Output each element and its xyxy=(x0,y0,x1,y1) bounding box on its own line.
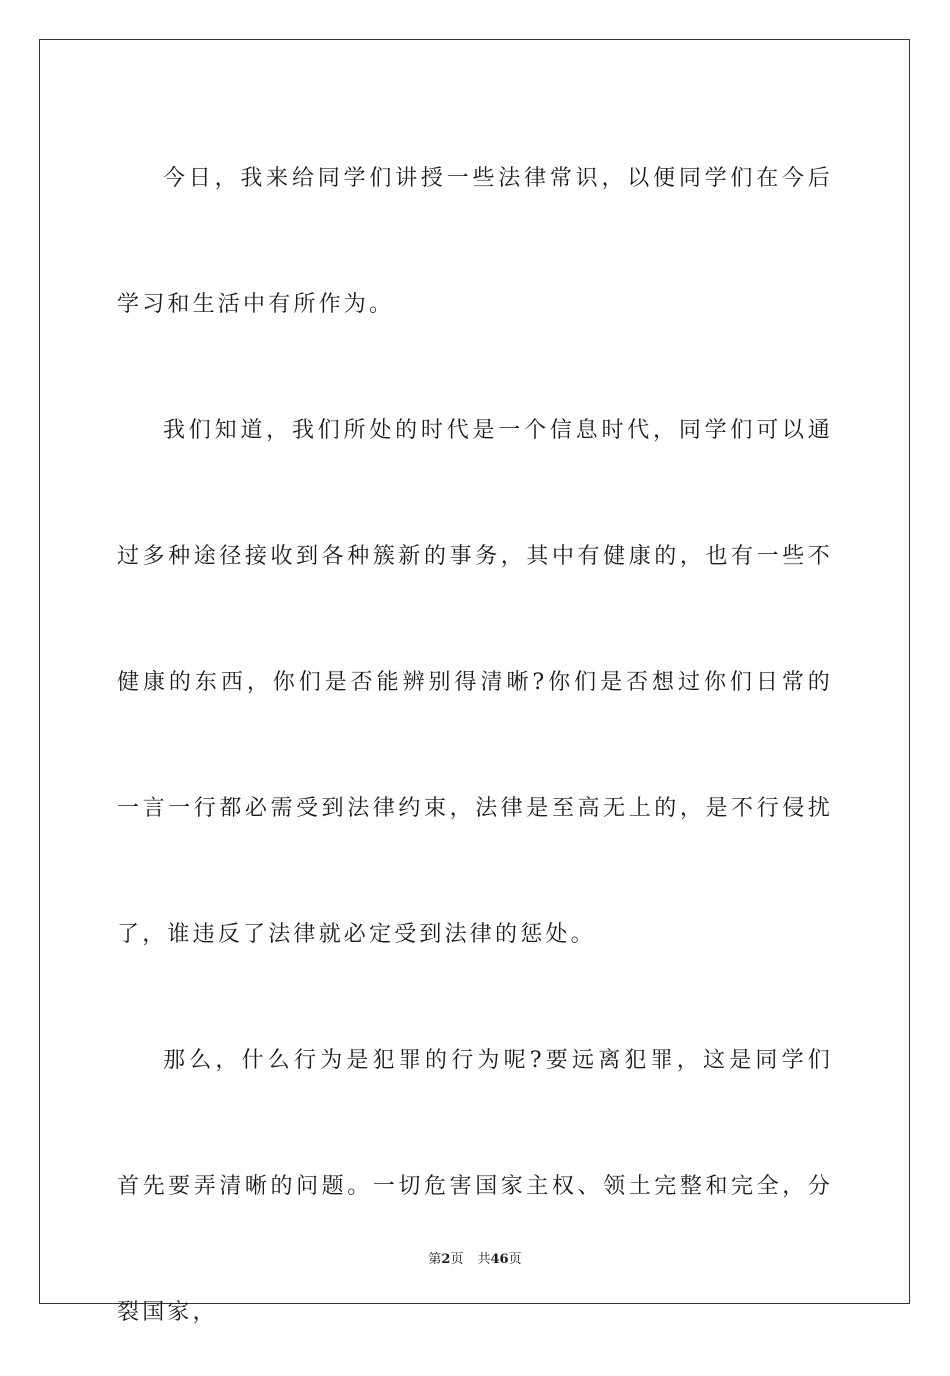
paragraph-3: 那么，什么行为是犯罪的行为呢?要远离犯罪，这是同学们首先要弄清晰的问题。一切危害国家主权、领土完整和完全，分裂国家， xyxy=(117,1048,833,1325)
footer-page-suffix: 页 xyxy=(450,1252,464,1267)
footer-page-current: 2 xyxy=(441,1252,451,1267)
footer-page-prefix: 第 xyxy=(428,1252,442,1267)
paragraph-1: 今日，我来给同学们讲授一些法律常识，以便同学们在今后学习和生活中有所作为。 xyxy=(117,166,833,317)
document-body xyxy=(117,116,833,1376)
footer-total-suffix: 页 xyxy=(508,1252,522,1267)
paragraph-2: 我们知道，我们所处的时代是一个信息时代，同学们可以通过多种途径接收到各种簇新的事务，其中有健康的，也有一些不健康的东西，你们是否能辨别得清晰?你们是否想过你们日常的一言一行都必需受到法律约束，法律是至高无上的，是不行侵扰了，谁违反了法律就必定受到法律的惩处。 xyxy=(117,418,833,947)
page-footer xyxy=(0,1248,950,1267)
footer-total-prefix: 共 xyxy=(477,1252,491,1267)
footer-page-total: 46 xyxy=(490,1252,509,1267)
